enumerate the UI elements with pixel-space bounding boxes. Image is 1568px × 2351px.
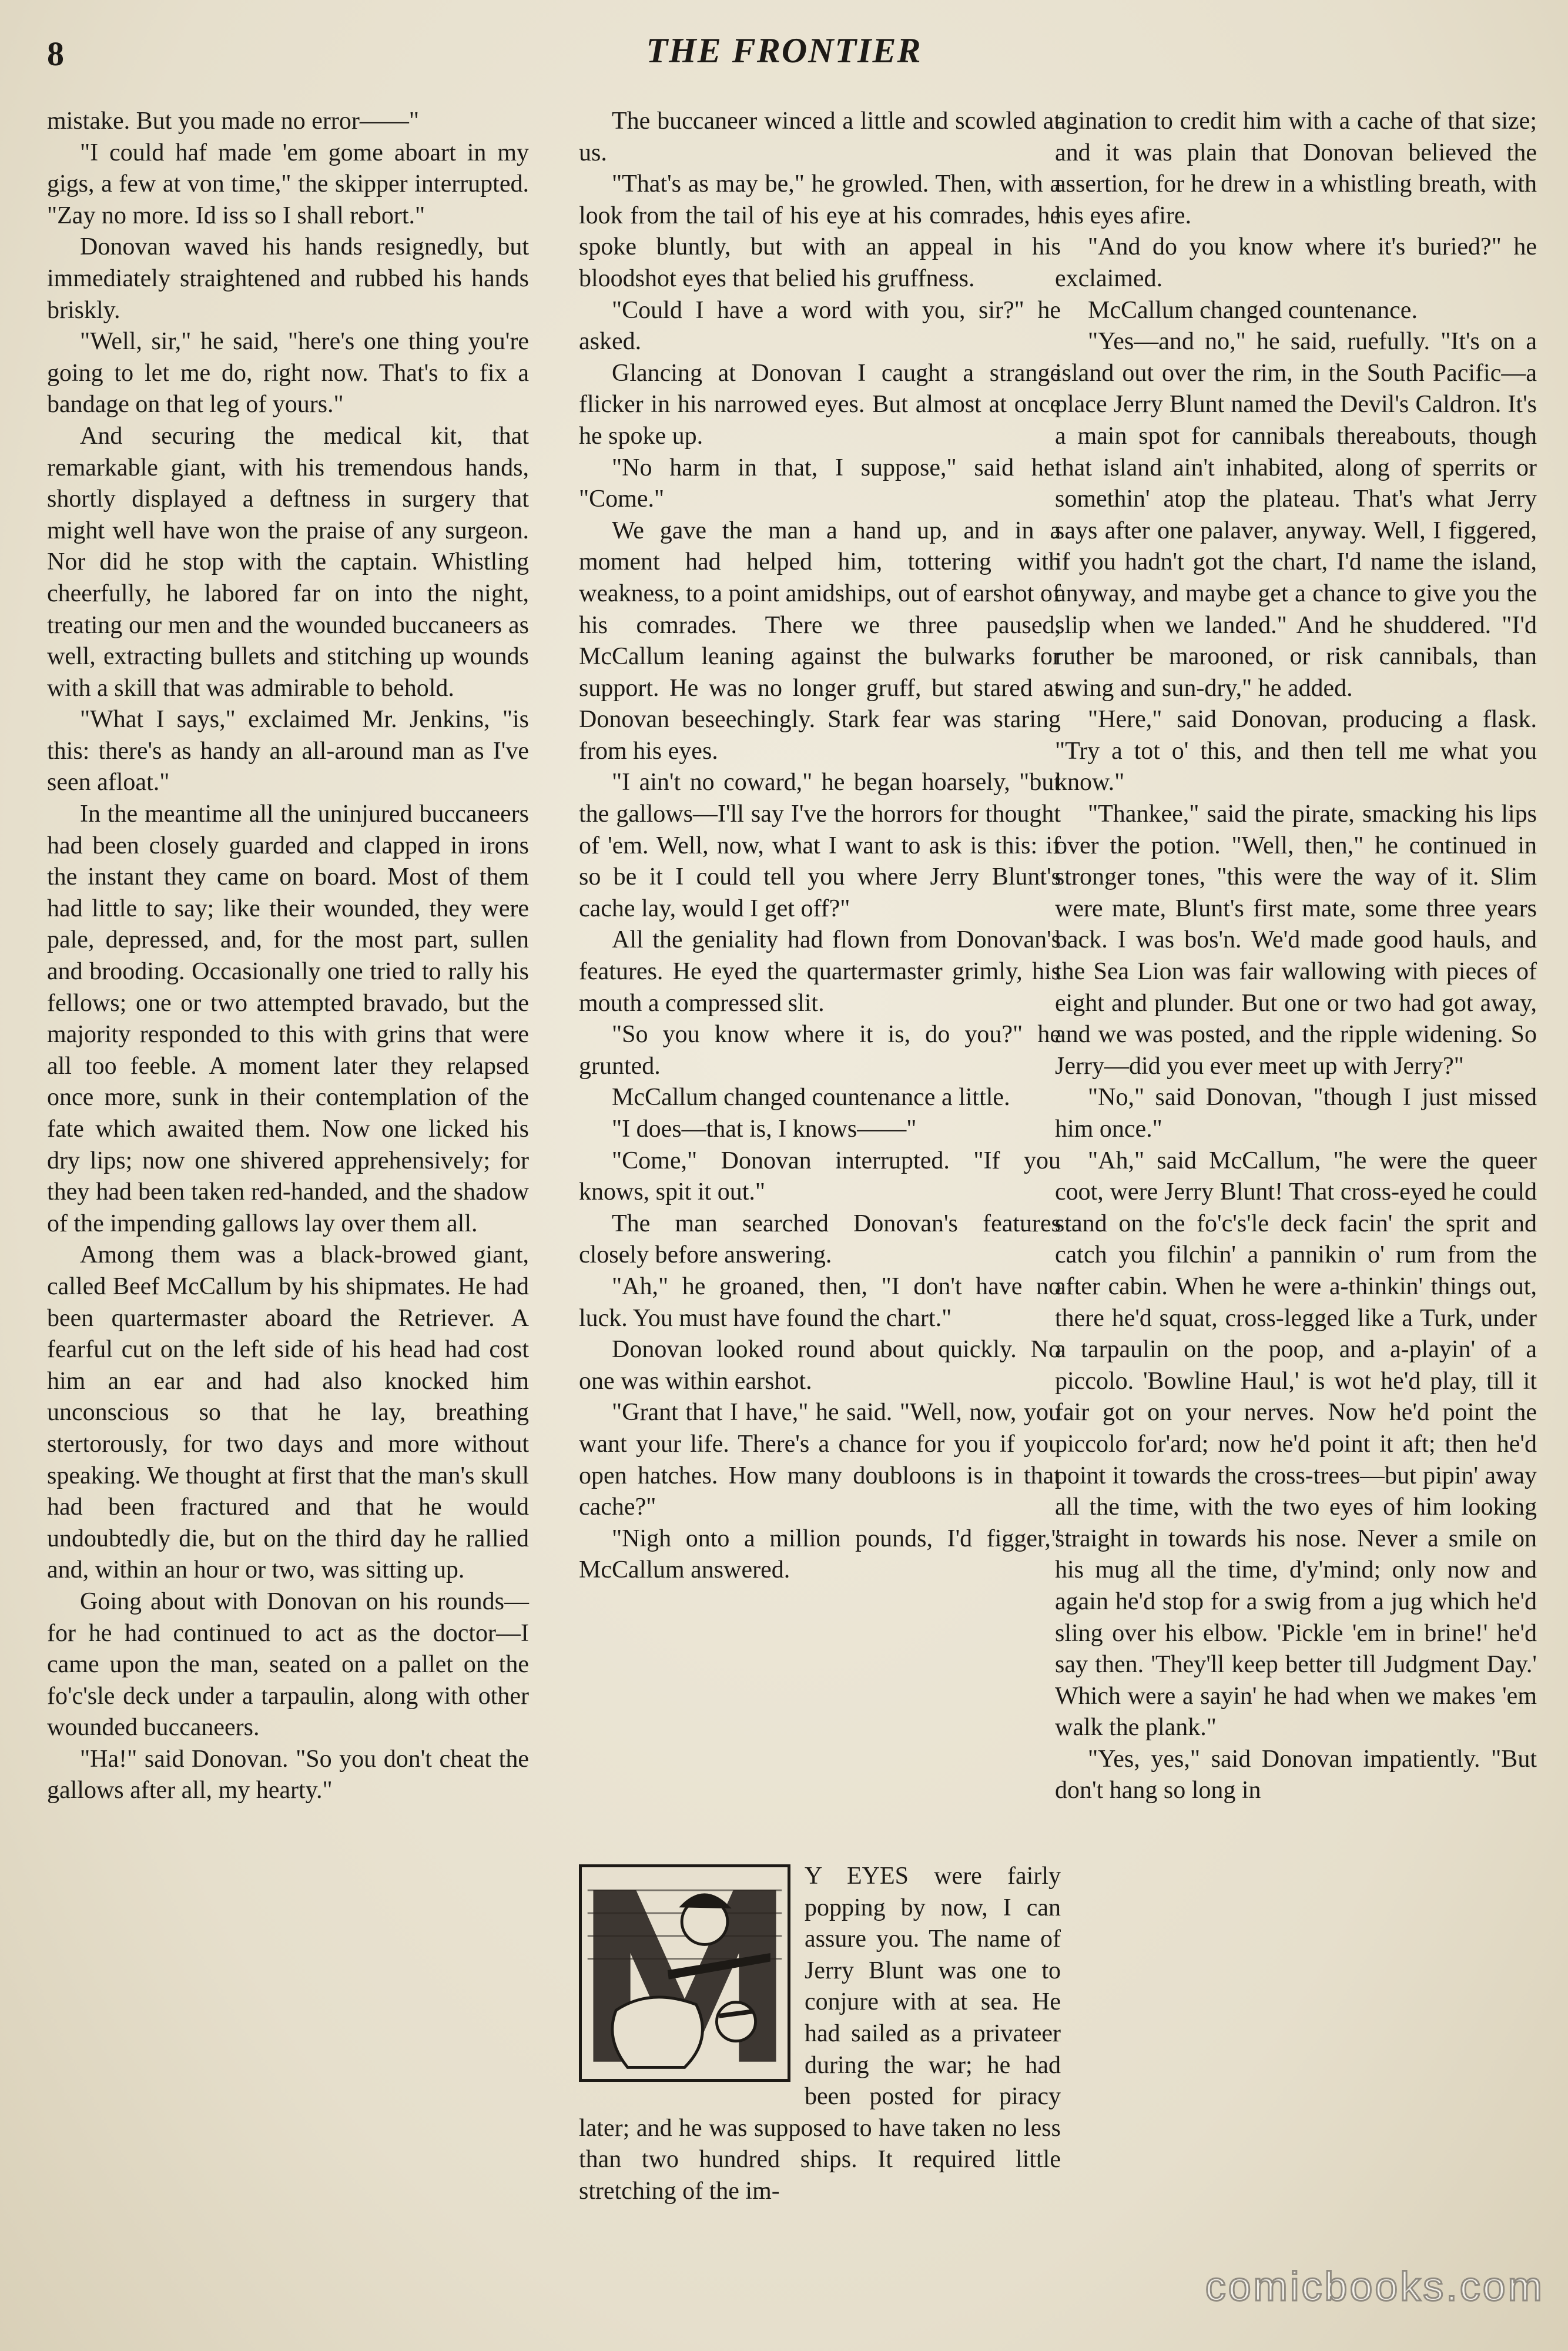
paragraph: "Ah," said McCallum, "he were the queer coot, were Jerry Blunt! That cross-eyed he could stand on the fo'c's'le deck facin' the sprit and catch you filchin' a pannikin o' rum from the after cabin. When he were a-thinkin' things out, there he'd squat, cross-legged like a Turk, under a tarpaulin on the poop, and a-playin' of a piccolo. 'Bowline Haul,' is wot he'd play, till it fair got on your nerves. Now he'd point the piccolo for'ard; now he'd point it aft; then he'd point it towards the cross-trees—but pipin' away all the time, with the two eyes of him looking straight in towards his nose. Never a smile on his mug all the time, d'y'mind; only now and again he'd stop for a swig from a jug which he'd sling over his elbow. 'Pickle 'em in brine!' he'd say then. 'They'll keep better till Judgment Day.' Which were a sayin' he had when we makes 'em walk the plank." — [1055, 1147, 1537, 1742]
paragraph: Y EYES were fairly popping by now, I can assure you. The name of Jerry Blunt was one to conjure with at sea. He had sailed as a privateer during the war; he had been posted for piracy later; and he was supposed to have taken no less than two hundred ships. It required little stretching of the im- — [579, 1863, 1061, 2205]
paragraph: Donovan waved his hands resignedly, but immediately straightened and rubbed his hands briskly. — [47, 233, 529, 324]
paragraph: "Nigh onto a million pounds, I'd figger," McCallum answered. — [579, 1525, 1061, 1584]
page-header — [47, 31, 1521, 83]
running-title: THE FRONTIER — [646, 31, 922, 70]
paragraph: "Could I have a word with you, sir?" he asked. — [579, 296, 1061, 356]
paragraph: "And do you know where it's buried?" he exclaimed. — [1055, 233, 1537, 292]
paragraph: mistake. But you made no error——" — [47, 108, 420, 135]
paragraph: "Yes—and no," he said, ruefully. "It's on a island out over the rim, in the South Pacific—a place Jerry Blunt named the Devil's Caldron. It's a main spot for cannibals thereabouts, though that island ain't inhabited, along of sperrits or somethin' atop the plateau. That's what Jerry says after one palaver, anyway. Well, I figgered, if you hadn't got the chart, I'd name the island, anyway, and maybe get a chance to give you the slip when we landed." And he shuddered. "I'd ruther be marooned, or risk cannibals, than swing and sun-dry," he added. — [1055, 328, 1537, 702]
paragraph: "Ah," he groaned, then, "I don't have no luck. You must have found the chart." — [579, 1272, 1061, 1332]
paragraph: "I could haf made 'em gome aboart in my gigs, a few at von time," the skipper interrupted. "Zay no more. Id iss so I shall rebort." — [47, 139, 529, 229]
paragraph: Donovan looked round about quickly. No one was within earshot. — [579, 1336, 1061, 1395]
paragraph: We gave the man a hand up, and in a moment had helped him, tottering with weakness, to a point amidships, out of earshot of his comrades. There we three paused, McCallum leaning against the bulwarks for support. He was no longer gruff, but stared at Donovan beseechingly. Stark fear was staring from his eyes. — [579, 517, 1061, 765]
paragraph: "Well, sir," he said, "here's one thing you're going to let me do, right now. That's to fix a bandage on that leg of yours." — [47, 328, 529, 418]
illustrated-dropcap — [579, 1864, 790, 2082]
paragraph: "I ain't no coward," he began hoarsely, "but the gallows—I'll say I've the horrors for thought of 'em. Well, now, what I want to ask is this: if so be it I could tell you where Jerry Blunt's cache lay, would I get off?" — [579, 769, 1061, 922]
paragraph: "I does—that is, I knows——" — [612, 1116, 917, 1143]
paragraph: "No," said Donovan, "though I just missed him once." — [1055, 1084, 1537, 1143]
paragraph: Among them was a black-browed giant, called Beef McCallum by his shipmates. He had been quartermaster aboard the Retriever. A fearful cut on the left side of his head had cost him an ear and had also knocked him unconscious so that he lay, breathing stertorously, for two days and more without speaking. We thought at first that the man's skull had been fractured and that he would undoubtedly die, but on the third day he rallied and, within an hour or two, was sitting up. — [47, 1241, 529, 1584]
paragraph: The buccaneer winced a little and scowled at us. — [579, 108, 1061, 166]
dropcap-section — [579, 1861, 1061, 2208]
paragraph: "Thankee," said the pirate, smacking his lips over the potion. "Well, then," he continued in stronger tones, "this were the way of it. Slim were mate, Blunt's first mate, some three years back. I was bos'n. We'd made good hauls, and the Sea Lion was fair wallowing with pieces of eight and plunder. But one or two had got away, and we was posted, and the ripple widening. So Jerry—did you ever meet up with Jerry?" — [1055, 801, 1537, 1080]
paragraph: In the meantime all the uninjured buccaneers had been closely guarded and clapped in irons the instant they came on board. Most of them had little to say; like their wounded, they were pale, depressed, and, for the most part, sullen and brooding. Occasionally one tried to rally his fellows; one or two attempted bravado, but the majority responded to this with grins that were all too feeble. A moment later they relapsed once more, sunk in their contemplation of the fate which awaited them. Now one licked his dry lips; now one shivered apprehensively; for they had been taken red-handed, and the shadow of the impending gallows lay over them all. — [47, 801, 529, 1237]
paragraph: All the geniality had flown from Donovan's features. He eyed the quartermaster grimly, his mouth a compressed slit. — [579, 926, 1061, 1017]
paragraph: "That's as may be," he growled. Then, with a look from the tail of his eye at his comrades, he spoke bluntly, but with an appeal in his bloodshot eyes that belied his gruffness. — [579, 170, 1061, 292]
paragraph: "Come," Donovan interrupted. "If you knows, spit it out." — [579, 1147, 1061, 1206]
paragraph: "What I says," exclaimed Mr. Jenkins, "is this: there's as handy an all-around man as I've seen afloat." — [47, 706, 529, 796]
paragraph: Going about with Donovan on his rounds—for he had continued to act as the doctor—I came upon the man, seated on a pallet on the fo'c'sle deck under a tarpaulin, along with other wounded buccaneers. — [47, 1588, 529, 1742]
paragraph: And securing the medical kit, that remarkable giant, with his tremendous hands, shortly displayed a deftness in surgery that might well have won the praise of any surgeon. Nor did he stop with the captain. Whistling cheerfully, he labored far on into the night, treating our men and the wounded buccaneers as well, extracting bullets and stitching up wounds with a skill that was admirable to behold. — [47, 422, 529, 702]
text-column-2 — [579, 106, 1061, 2205]
text-column-1 — [47, 106, 529, 1807]
paragraph: McCallum changed countenance a little. — [612, 1084, 1010, 1111]
paragraph: "So you know where it is, do you?" he grunted. — [579, 1021, 1061, 1080]
page-number: 8 — [47, 35, 64, 73]
pirate-illustration-icon — [582, 1867, 788, 2079]
paragraph: "Grant that I have," he said. "Well, now, you want your life. There's a chance for you if you open hatches. How many doubloons is in that cache?" — [579, 1399, 1061, 1521]
paragraph: "Here," said Donovan, producing a flask. "Try a tot o' this, and then tell me what you know." — [1055, 706, 1537, 796]
paragraph: The man searched Donovan's features closely before answering. — [579, 1210, 1061, 1269]
paragraph: agination to credit him with a cache of that size; and it was plain that Donovan believed the assertion, for he drew in a whistling breath, with his eyes afire. — [1055, 108, 1537, 229]
paragraph: "Yes, yes," said Donovan impatiently. "But don't hang so long in — [1055, 1745, 1537, 1804]
paragraph: "Ha!" said Donovan. "So you don't cheat the gallows after all, my hearty." — [47, 1745, 529, 1804]
site-watermark: comicbooks.com — [1205, 2263, 1544, 2309]
paragraph: Glancing at Donovan I caught a strange flicker in his narrowed eyes. But almost at once he spoke up. — [579, 359, 1061, 450]
text-column-3 — [1055, 106, 1537, 1807]
paragraph: McCallum changed countenance. — [1088, 296, 1418, 324]
paragraph: "No harm in that, I suppose," said he. "Come." — [579, 454, 1061, 513]
